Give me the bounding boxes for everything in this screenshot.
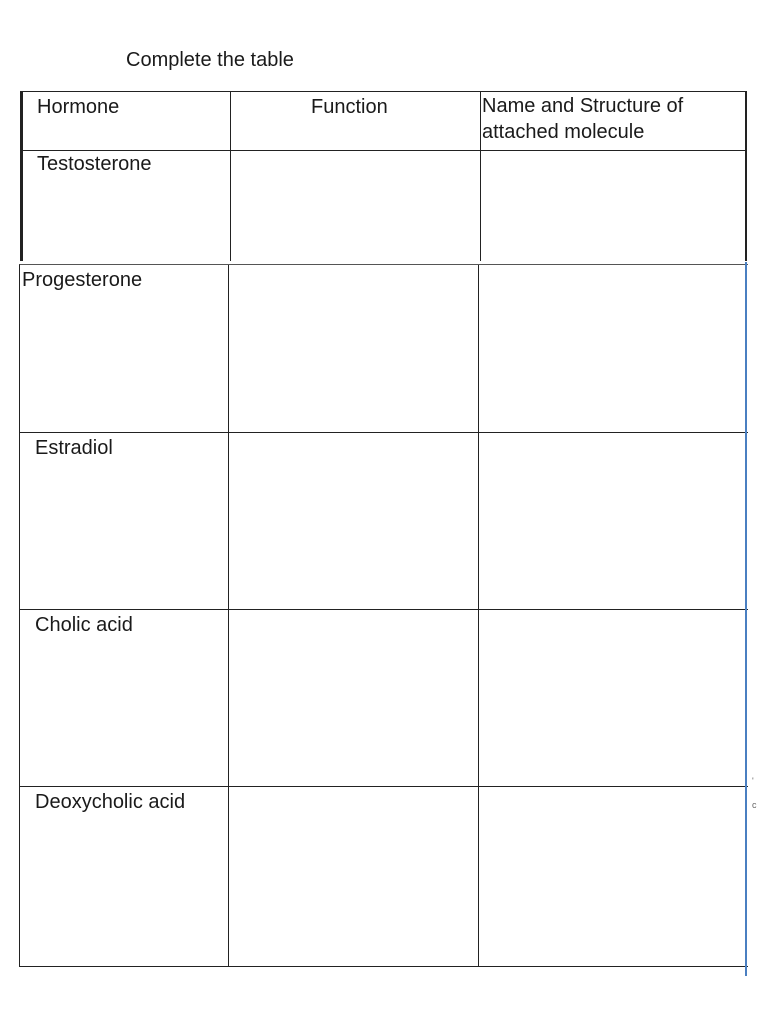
- table-body-block: [19, 264, 748, 967]
- row-divider: [20, 786, 748, 787]
- column-divider: [478, 265, 479, 966]
- column-divider: [228, 265, 229, 966]
- table-header-block: [20, 91, 747, 261]
- margin-mark: ': [752, 776, 754, 786]
- row-hormone-estradiol: Estradiol: [35, 437, 113, 459]
- row-divider: [20, 609, 748, 610]
- worksheet-title: Complete the table: [126, 49, 294, 71]
- table-right-border: [745, 262, 747, 976]
- row-hormone-cholic-acid: Cholic acid: [35, 614, 133, 636]
- column-divider: [480, 92, 481, 261]
- header-structure-line2: attached molecule: [482, 121, 645, 143]
- header-structure-line1: Name and Structure of: [482, 95, 684, 117]
- row-divider: [20, 432, 748, 433]
- margin-mark: c: [752, 800, 757, 810]
- header-function: Function: [311, 96, 388, 118]
- row-hormone-progesterone: Progesterone: [22, 269, 143, 291]
- row-hormone-deoxycholic-acid: Deoxycholic acid: [35, 791, 186, 813]
- column-divider: [230, 92, 231, 261]
- row-hormone-testosterone: Testosterone: [37, 153, 152, 175]
- header-hormone: Hormone: [37, 96, 120, 118]
